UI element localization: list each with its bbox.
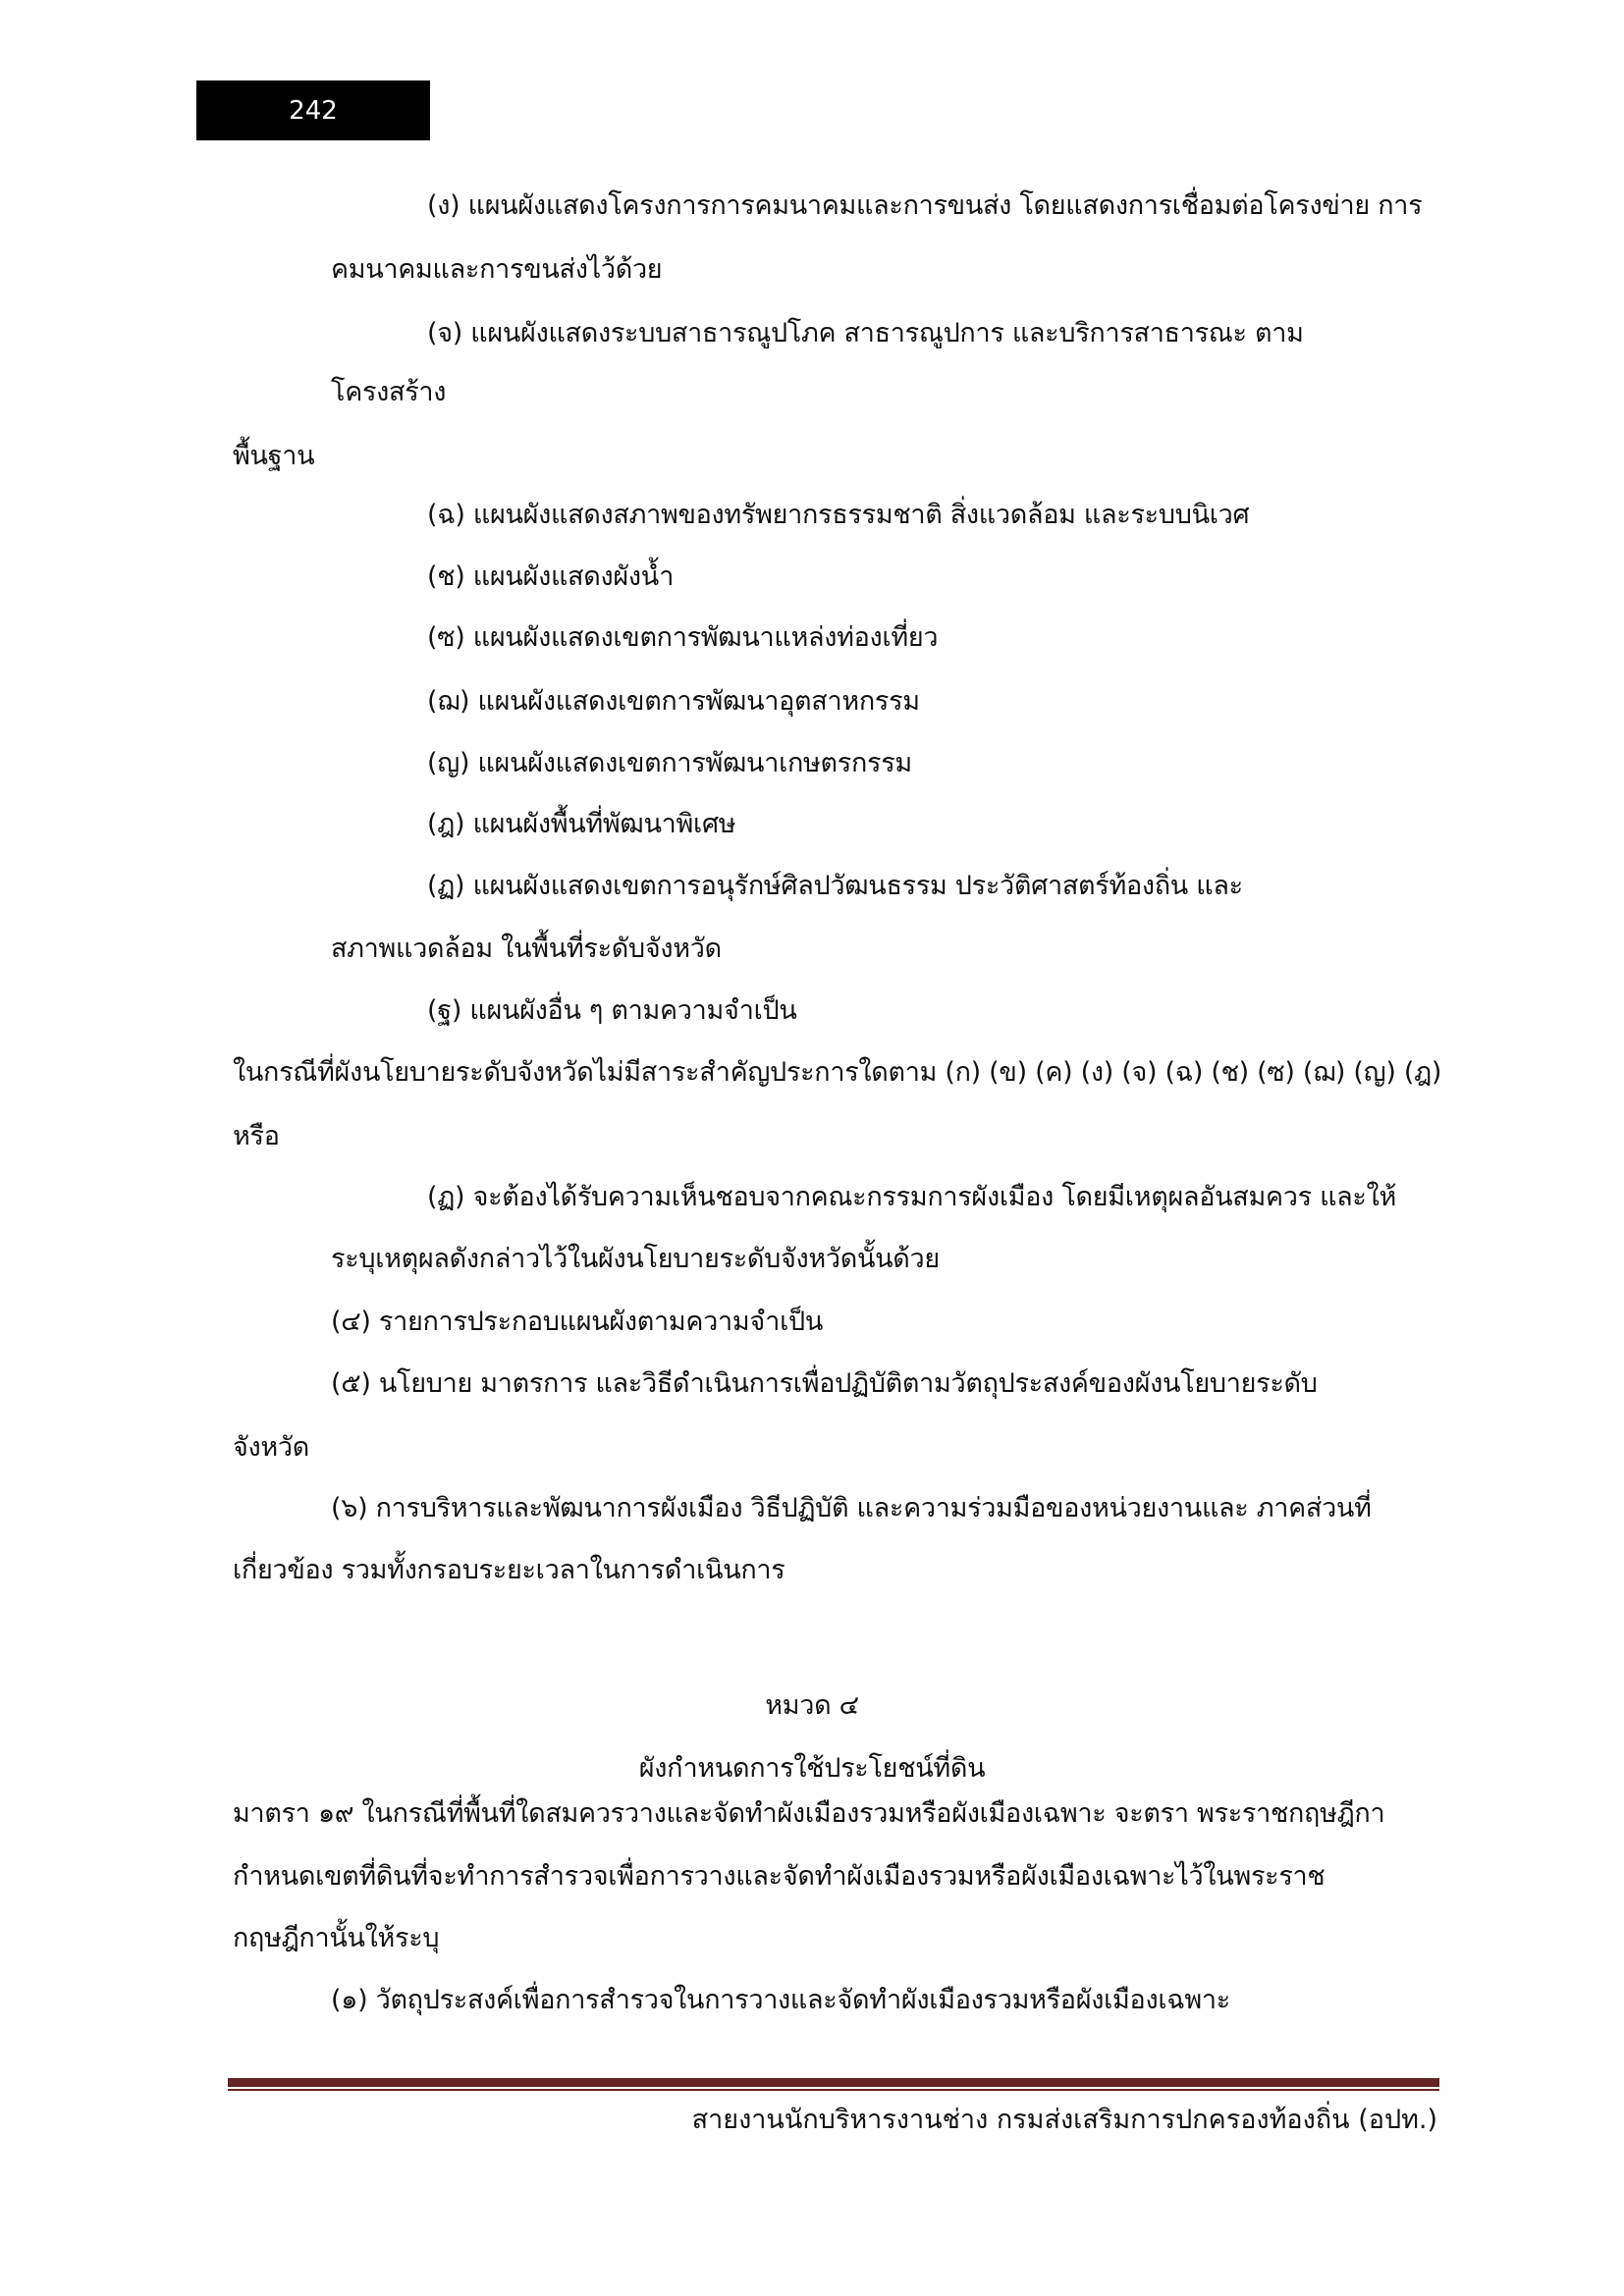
text-line: (๕) นโยบาย มาตรการ และวิธีดำเนินการเพื่อปฏิบัติตามวัตถุประสงค์ของผังนโยบายระดับ (331, 1368, 1318, 1399)
text-line: กำหนดเขตที่ดินที่จะทำการสำรวจเพื่อการวางและจัดทำผังเมืองรวมหรือผังเมืองเฉพาะไว้ในพระราช (233, 1861, 1326, 1892)
text-line: (ฉ) แผนผังแสดงสภาพของทรัพยากรธรรมชาติ สิ่งแวดล้อม และระบบนิเวศ (427, 500, 1250, 530)
footer-rule (228, 2078, 1439, 2087)
text-line: ระบุเหตุผลดังกล่าวไว้ในผังนโยบายระดับจังหวัดนั้นด้วย (331, 1244, 940, 1274)
text-line: กฤษฎีกานั้นให้ระบุ (233, 1923, 440, 1953)
text-line: ในกรณีที่ผังนโยบายระดับจังหวัดไม่มีสาระสำคัญประการใดตาม (ก) (ข) (ค) (ง) (จ) (ฉ) (ช) (ซ) (ฌ) (ญ) (ฎ) (233, 1057, 1442, 1088)
text-line: (ช) แผนผังแสดงผังน้ำ (427, 561, 675, 592)
text-line: (ญ) แผนผังแสดงเขตการพัฒนาเกษตรกรรม (427, 748, 912, 778)
text-line: (ฎ) แผนผังพื้นที่พัฒนาพิเศษ (427, 809, 736, 839)
text-line: (ซ) แผนผังแสดงเขตการพัฒนาแหล่งท่องเที่ยว (427, 622, 939, 653)
text-line: พื้นฐาน (233, 441, 315, 471)
text-line: (ฌ) แผนผังแสดงเขตการพัฒนาอุตสาหกรรม (427, 686, 920, 717)
text-line: (๔) รายการประกอบแผนผังตามความจำเป็น (331, 1307, 823, 1337)
footer-rule-thin (228, 2089, 1439, 2091)
text-line: เกี่ยวข้อง รวมทั้งกรอบระยะเวลาในการดำเนินการ (233, 1555, 785, 1585)
chapter-subtitle: ผังกำหนดการใช้ประโยชน์ที่ดิน (638, 1753, 986, 1784)
text-line: (ฐ) แผนผังอื่น ๆ ตามความจำเป็น (427, 995, 797, 1026)
text-line: (ฏ) จะต้องได้รับความเห็นชอบจากคณะกรรมการผังเมือง โดยมีเหตุผลอันสมควร และให้ (427, 1182, 1397, 1212)
text-line: (ฏ) แผนผังแสดงเขตการอนุรักษ์ศิลปวัฒนธรรม ประวัติศาสตร์ท้องถิ่น และ (427, 871, 1243, 901)
chapter-title: หมวด ๔ (765, 1690, 859, 1721)
text-line: (ง) แผนผังแสดงโครงการการคมนาคมและการขนส่ง โดยแสดงการเชื่อมต่อโครงข่าย การ (427, 190, 1423, 221)
text-line: จังหวัด (233, 1432, 309, 1463)
text-line: (จ) แผนผังแสดงระบบสาธารณูปโภค สาธารณูปการ และบริการสาธารณะ ตาม (427, 318, 1304, 348)
text-line: (๑) วัตถุประสงค์เพื่อการสำรวจในการวางและจัดทำผังเมืองรวมหรือผังเมืองเฉพาะ (331, 1985, 1230, 2015)
text-line: คมนาคมและการขนส่งไว้ด้วย (331, 254, 663, 285)
text-line: (๖) การบริหารและพัฒนาการผังเมือง วิธีปฏิบัติ และความร่วมมือของหน่วยงานและ ภาคส่วนที่ (331, 1493, 1372, 1523)
page-number-badge (196, 80, 430, 140)
text-line: มาตรา ๑๙ ในกรณีที่พื้นที่ใดสมควรวางและจัดทำผังเมืองรวมหรือผังเมืองเฉพาะ จะตรา พระราชกฤษฎีกา (233, 1798, 1385, 1829)
page-number: 242 (289, 95, 338, 126)
text-line: สภาพแวดล้อม ในพื้นที่ระดับจังหวัด (331, 934, 722, 964)
footer-text: สายงานนักบริหารงานช่าง กรมส่งเสริมการปกครองท้องถิ่น (อปท.) (691, 2105, 1437, 2135)
text-line: โครงสร้าง (331, 377, 447, 407)
text-line: หรือ (233, 1121, 280, 1151)
